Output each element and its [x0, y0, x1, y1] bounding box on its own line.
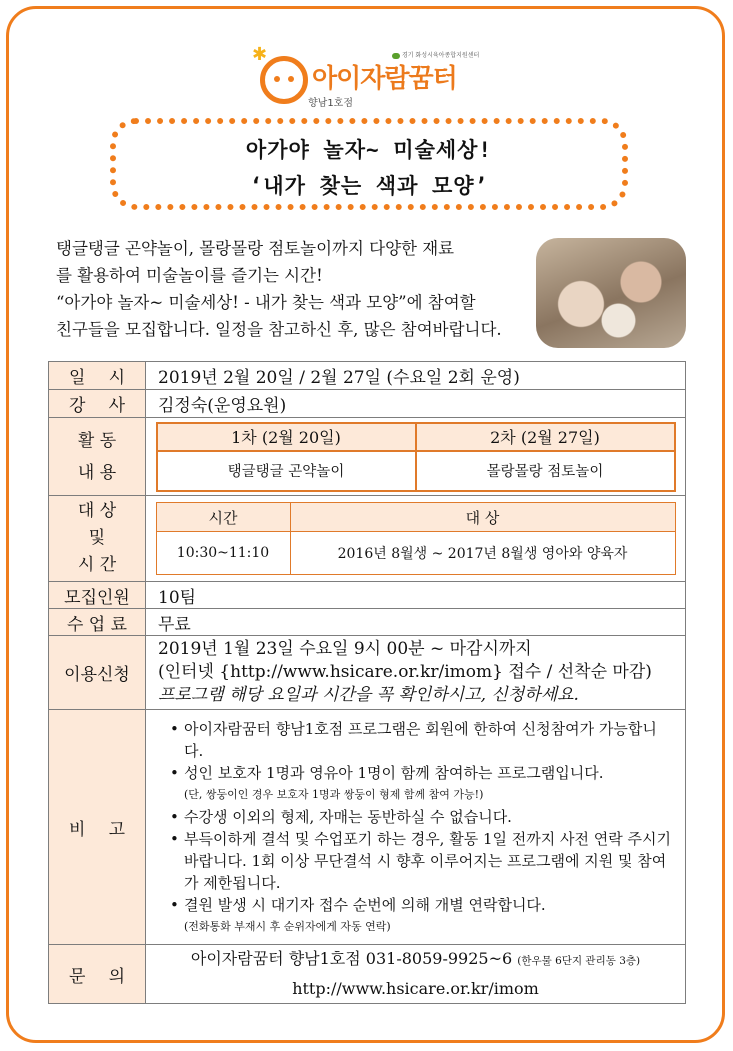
label-line: 및: [88, 528, 106, 548]
row-notes: [49, 710, 686, 945]
row-apply: [49, 636, 686, 710]
logo-name: 아이자람꿈터: [312, 64, 457, 94]
row-instructor: [49, 390, 686, 418]
contact-url[interactable]: http://www.hsicare.or.kr/imom: [292, 979, 539, 998]
label-char: 일: [69, 368, 86, 388]
note-subitem: (전화통화 부재시 후 순위자에게 자동 연락): [184, 920, 391, 933]
session-1-header: 1차 (2월 20일): [157, 423, 416, 451]
label-line: 활 동: [77, 430, 117, 451]
contact-phone: 아이자람꿈터 향남1호점 031-8059-9925~6: [190, 949, 513, 968]
label-char: 의: [108, 966, 125, 987]
label-recruit: 모집인원: [49, 582, 146, 609]
apply-method: (인터넷 {http://www.hsicare.or.kr/imom} 접수 / 선착순 마감): [158, 662, 652, 682]
title-line-2: ‘내가 찾는 색과 모양’: [249, 174, 489, 198]
fee-value: 무료: [146, 609, 686, 636]
instructor-value: 김정숙(운영요원): [146, 390, 686, 418]
label-contact: [49, 945, 146, 1004]
session-2-header: 2차 (2월 27일): [416, 423, 675, 451]
label-char: 비: [69, 819, 86, 840]
label-notes: [49, 710, 146, 945]
program-info-table: [48, 361, 686, 1004]
apply-cell: [146, 636, 686, 710]
label-target: [49, 496, 146, 582]
label-instructor: [49, 390, 146, 418]
notes-cell: [146, 710, 686, 945]
time-value: 10:30~11:10: [156, 532, 290, 575]
row-date: [49, 362, 686, 390]
apply-notice: 프로그램 해당 요일과 시간을 꼭 확인하시고, 신청하세요.: [158, 685, 579, 705]
label-activity: [49, 418, 146, 496]
date-value: 2019년 2월 20일 / 2월 27일 (수요일 2회 운영): [146, 362, 686, 390]
row-contact: [49, 945, 686, 1004]
label-char: 시: [108, 368, 125, 388]
intro-line: 탱글탱글 곤약놀이, 몰랑몰랑 점토놀이까지 다양한 재료: [56, 239, 455, 258]
logo: [250, 44, 500, 114]
contact-cell: [146, 945, 686, 1004]
label-date: [49, 362, 146, 390]
session-1-content: 탱글탱글 곤약놀이: [157, 451, 416, 491]
note-subitem: (단, 쌍둥이인 경우 보호자 1명과 쌍둥이 형제 함께 참여 가능!): [184, 788, 484, 801]
activity-table: [156, 422, 676, 492]
target-header: 대 상: [290, 503, 675, 532]
label-apply: 이용신청: [49, 636, 146, 710]
label-char: 사: [108, 396, 125, 416]
star-icon: ✱: [252, 44, 268, 65]
time-header: 시간: [156, 503, 290, 532]
smile-face-icon: [260, 56, 308, 104]
notes-list: [146, 710, 685, 944]
logo-branch: 향남1호점: [308, 98, 354, 109]
label-char: 강: [69, 396, 86, 416]
label-line: 대 상: [77, 501, 117, 521]
note-item: • 부득이하게 결석 및 수업포기 하는 경우, 활동 1일 전까지 사전 연락 주시기 바랍니다. 1회 이상 무단결석 시 향후 이루어지는 프로그램에 지원 및 참여가 제한됩니다.: [170, 828, 675, 894]
label-char: 고: [108, 819, 125, 840]
intro-line: 를 활용하여 미술놀이를 즐기는 시간!: [56, 266, 323, 285]
note-item: • 결원 발생 시 대기자 접수 순번에 의해 개별 연락합니다.: [170, 894, 675, 916]
intro-paragraph: [56, 235, 534, 343]
intro-line: 친구들을 모집합니다. 일정을 참고하신 후, 많은 참여바랍니다.: [56, 320, 502, 339]
row-recruit: [49, 582, 686, 609]
target-cell: [146, 496, 686, 582]
intro-line: “아가야 놀자~ 미술세상! - 내가 찾는 색과 모양”에 참여할: [56, 293, 476, 312]
row-target: [49, 496, 686, 582]
contact-location: (한우물 6단지 관리동 3층): [517, 955, 641, 967]
recruit-value: 10팀: [146, 582, 686, 609]
target-table: [156, 502, 676, 575]
label-fee: 수 업 료: [49, 609, 146, 636]
title-line-1: 아가야 놀자~ 미술세상!: [245, 138, 493, 162]
row-fee: [49, 609, 686, 636]
activity-photo: [536, 238, 686, 348]
note-item: • 아이자람꿈터 향남1호점 프로그램은 회원에 한하여 신청참여가 가능합니다.: [170, 718, 675, 762]
note-item: • 수강생 이외의 형제, 자매는 동반하실 수 없습니다.: [170, 806, 675, 828]
label-line: 시 간: [77, 555, 117, 575]
center-mark-icon: [392, 53, 400, 59]
label-char: 문: [69, 966, 86, 987]
note-item: • 성인 보호자 1명과 영유아 1명이 함께 참여하는 프로그램입니다.: [170, 762, 675, 784]
target-value: 2016년 8월생 ~ 2017년 8월생 영아와 양육자: [290, 532, 675, 575]
session-2-content: 몰랑몰랑 점토놀이: [416, 451, 675, 491]
logo-center-name: [392, 50, 479, 59]
row-activity: [49, 418, 686, 496]
label-line: 내 용: [77, 462, 117, 483]
logo-center-text: 경기 화성시육아종합지원센터: [402, 52, 480, 59]
activity-cell: [146, 418, 686, 496]
apply-period: 2019년 1월 23일 수요일 9시 00분 ~ 마감시까지: [158, 639, 532, 659]
title-box: [110, 118, 628, 210]
